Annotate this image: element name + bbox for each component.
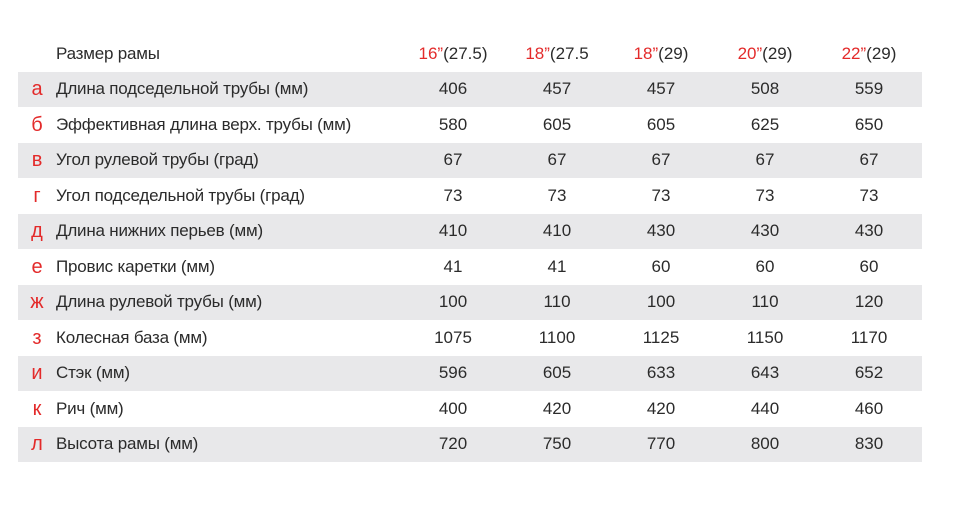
row-value: 650 (854, 114, 884, 134)
row-value: 410 (542, 221, 572, 241)
row-value: 508 (750, 79, 780, 99)
row-value: 440 (750, 398, 780, 418)
table-row (18, 320, 922, 356)
geometry-table (18, 36, 922, 462)
table-row (18, 214, 922, 250)
row-value: 110 (543, 292, 571, 312)
row-value: 400 (438, 398, 468, 418)
row-label: Длина подседельной трубы (мм) (56, 79, 309, 99)
row-value: 67 (651, 150, 671, 170)
row-value: 420 (542, 398, 572, 418)
row-value: 67 (859, 150, 879, 170)
row-value: 430 (750, 221, 780, 241)
row-value: 559 (854, 79, 884, 99)
table-row (18, 143, 922, 179)
row-value: 457 (646, 79, 676, 99)
row-letter: з (32, 326, 42, 349)
row-label: Провис каретки (мм) (56, 256, 215, 276)
row-value: 100 (438, 292, 468, 312)
row-value: 605 (542, 363, 572, 383)
row-value: 580 (438, 114, 468, 134)
row-value: 406 (438, 79, 468, 99)
row-value: 67 (443, 150, 463, 170)
table-body (18, 72, 922, 463)
row-value: 120 (854, 292, 884, 312)
row-value: 643 (750, 363, 780, 383)
row-value: 73 (651, 185, 671, 205)
row-label: Колесная база (мм) (56, 327, 208, 347)
table-row (18, 427, 922, 463)
row-letter: е (31, 255, 43, 278)
row-letter: а (31, 78, 43, 101)
row-value: 41 (443, 256, 463, 276)
header-size-3: 18”(29) (633, 43, 689, 63)
table-row (18, 107, 922, 143)
row-label: Угол подседельной трубы (град) (56, 185, 305, 205)
row-label: Угол рулевой трубы (град) (56, 150, 259, 170)
row-value: 633 (646, 363, 676, 383)
row-letter: в (31, 149, 43, 172)
row-value: 430 (646, 221, 676, 241)
row-value: 73 (755, 185, 775, 205)
row-letter: ж (30, 291, 44, 314)
table-row (18, 249, 922, 285)
header-size-2: 18”(27.5 (525, 43, 589, 63)
row-value: 110 (751, 292, 779, 312)
row-label: Эффективная длина верх. трубы (мм) (56, 114, 352, 134)
header-size-4: 20”(29) (737, 43, 793, 63)
row-value: 596 (438, 363, 468, 383)
table-row (18, 178, 922, 214)
row-value: 652 (854, 363, 884, 383)
row-label: Рич (мм) (56, 398, 124, 418)
row-value: 60 (859, 256, 879, 276)
row-value: 73 (859, 185, 879, 205)
row-letter: д (31, 220, 43, 243)
row-label: Длина нижних перьев (мм) (56, 221, 263, 241)
row-value: 770 (646, 434, 676, 454)
row-value: 750 (542, 434, 572, 454)
row-value: 73 (443, 185, 463, 205)
header-label: Размер рамы (56, 43, 160, 63)
row-value: 457 (542, 79, 572, 99)
row-letter: л (31, 433, 43, 456)
row-value: 605 (542, 114, 572, 134)
row-value: 73 (547, 185, 567, 205)
row-value: 67 (755, 150, 775, 170)
row-value: 41 (547, 256, 567, 276)
row-letter: к (32, 397, 42, 420)
header-row (18, 36, 922, 72)
row-label: Стэк (мм) (56, 363, 130, 383)
row-value: 605 (646, 114, 676, 134)
table-row (18, 285, 922, 321)
row-value: 430 (854, 221, 884, 241)
row-letter: б (31, 113, 43, 136)
row-value: 420 (646, 398, 676, 418)
row-label: Длина рулевой трубы (мм) (56, 292, 263, 312)
header-size-5: 22”(29) (841, 43, 897, 63)
row-label: Высота рамы (мм) (56, 434, 199, 454)
row-value: 460 (854, 398, 884, 418)
row-value: 60 (651, 256, 671, 276)
row-value: 1075 (434, 327, 472, 347)
row-value: 1100 (538, 327, 576, 347)
row-value: 1150 (746, 327, 784, 347)
row-value: 720 (438, 434, 468, 454)
row-letter: г (33, 184, 41, 207)
row-value: 100 (646, 292, 676, 312)
row-value: 1125 (642, 327, 680, 347)
row-value: 625 (750, 114, 780, 134)
table-row (18, 391, 922, 427)
row-value: 1170 (850, 327, 888, 347)
table-row (18, 72, 922, 108)
row-value: 60 (755, 256, 775, 276)
row-value: 830 (854, 434, 884, 454)
row-value: 800 (750, 434, 780, 454)
row-value: 67 (547, 150, 567, 170)
row-value: 410 (438, 221, 468, 241)
row-letter: и (31, 362, 43, 385)
table-row (18, 356, 922, 392)
header-size-1: 16”(27.5) (418, 43, 488, 63)
